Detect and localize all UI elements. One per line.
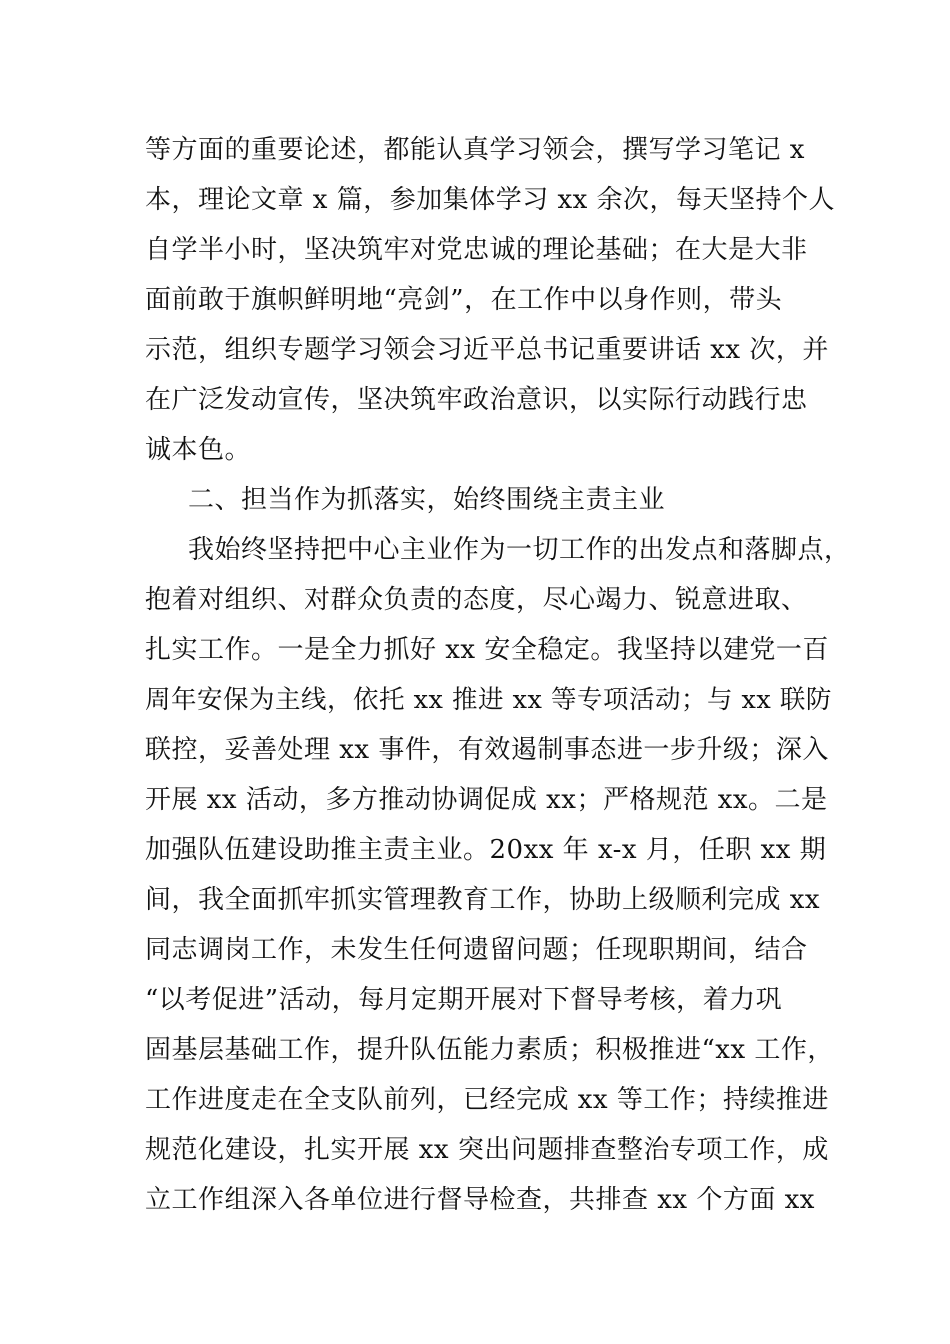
text-line: 抱着对组织、对群众负责的态度，尽心竭力、锐意进取、	[145, 585, 808, 615]
text-line: 工作进度走在全支队前列，已经完成 xx 等工作；持续推进	[145, 1085, 829, 1115]
text-line: 固基层基础工作，提升队伍能力素质；积极推进“xx 工作，	[145, 1035, 834, 1065]
text-line: 立工作组深入各单位进行督导检查，共排查 xx 个方面 xx	[145, 1185, 815, 1215]
text-line: 扎实工作。一是全力抓好 xx 安全稳定。我坚持以建党一百	[145, 635, 829, 665]
text-line: 间，我全面抓牢抓实管理教育工作，协助上级顺利完成 xx	[145, 885, 821, 915]
text-line: 在广泛发动宣传，坚决筑牢政治意识，以实际行动践行忠	[145, 385, 808, 415]
text-line: 同志调岗工作，未发生任何遗留问题；任现职期间，结合	[145, 935, 808, 965]
text-line: 面前敢于旗帜鲜明地“亮剑”，在工作中以身作则，带头	[145, 285, 783, 315]
section-heading: 二、担当作为抓落实，始终围绕主责主业	[188, 485, 666, 515]
text-line: 规范化建设，扎实开展 xx 突出问题排查整治专项工作，成	[145, 1135, 829, 1165]
paragraph-first-line: 我始终坚持把中心主业作为一切工作的出发点和落脚点，	[188, 535, 851, 565]
text-line: “以考促进”活动，每月定期开展对下督导考核，着力巩	[145, 985, 783, 1015]
text-line: 联控，妥善处理 xx 事件，有效遏制事态进一步升级；深入	[145, 735, 829, 765]
text-line: 周年安保为主线，依托 xx 推进 xx 等专项活动；与 xx 联防	[145, 685, 832, 715]
text-line: 示范，组织专题学习领会习近平总书记重要讲话 xx 次，并	[145, 335, 829, 365]
text-line: 自学半小时，坚决筑牢对党忠诚的理论基础；在大是大非	[145, 235, 808, 265]
text-line: 诚本色。	[145, 435, 252, 465]
text-line: 开展 xx 活动，多方推动协调促成 xx；严格规范 xx。二是	[145, 785, 828, 815]
text-line: 等方面的重要论述，都能认真学习领会，撰写学习笔记 x	[145, 135, 805, 165]
text-line: 本，理论文章 x 篇，参加集体学习 xx 余次，每天坚持个人	[145, 185, 836, 215]
text-line: 加强队伍建设助推主责主业。20xx 年 x-x 月，任职 xx 期	[145, 835, 827, 865]
